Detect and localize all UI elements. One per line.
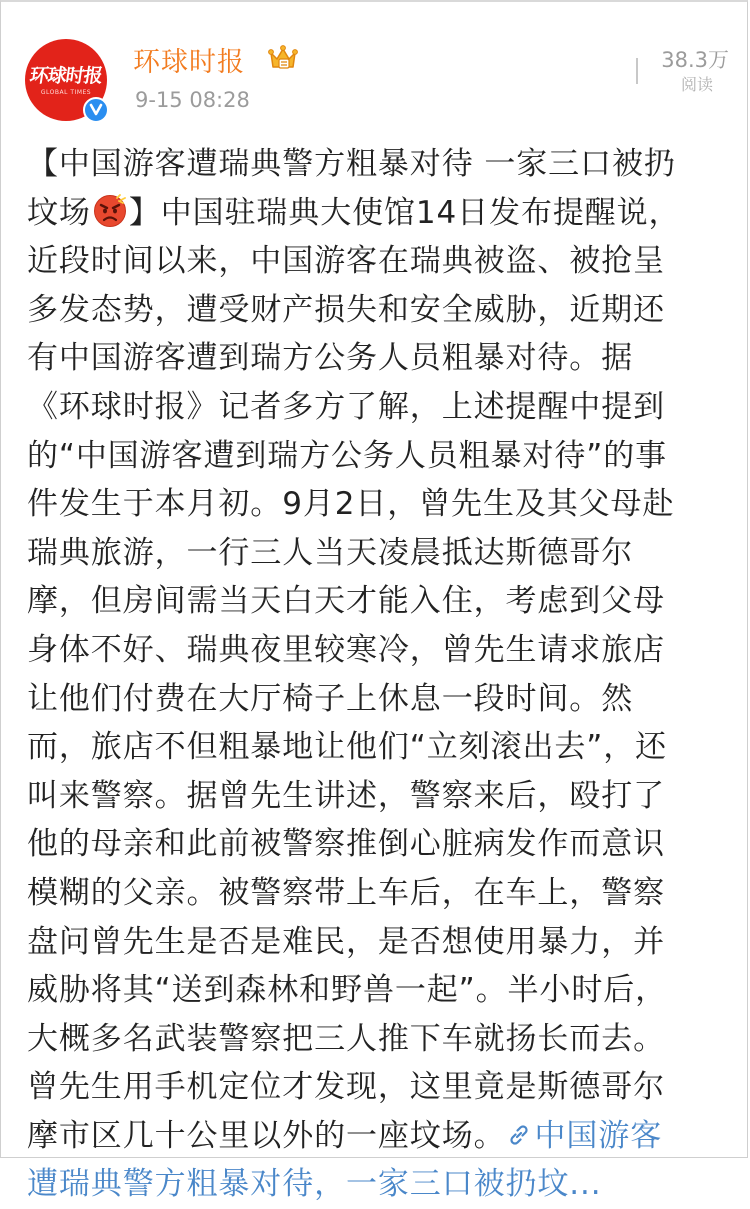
post-text-line: 模糊的父亲。被警察带上车后，在车上，警察	[27, 874, 665, 911]
article-link-text[interactable]: 中国游客	[534, 1117, 663, 1154]
post-text-line	[27, 1112, 727, 1161]
post-text-line	[27, 189, 727, 238]
post-text-line: 《环球时报》记者多方了解，上述提醒中提到	[27, 388, 665, 425]
post-text-line: 【中国游客遭瑞典警方粗暴对待 一家三口被扔	[27, 146, 676, 182]
post-timestamp: 9-15 08:28	[135, 88, 250, 112]
post-text-line: 身体不好、瑞典夜里较寒冷，曾先生请求旅店	[27, 631, 665, 668]
avatar-logo-text: 环球时报	[28, 65, 104, 87]
link-icon	[506, 1114, 532, 1163]
post-text-line: 大概多名武装警察把三人推下车就扬长而去。	[27, 1020, 665, 1057]
post-body	[27, 140, 727, 1209]
post-text-line: 摩，但房间需当天白天才能入住，考虑到父母	[27, 583, 665, 620]
post-text-line: 而，旅店不但粗暴地让他们“立刻滚出去”，还	[27, 729, 668, 766]
post-text-line: 曾先生用手机定位才发现，这里竟是斯德哥尔	[27, 1069, 665, 1106]
post-text-line: 让他们付费在大厅椅子上休息一段时间。然	[27, 680, 634, 717]
post-text-segment: 】中国驻瑞典大使馆14日发布提醒说，	[128, 194, 681, 231]
angry-face-emoji-icon	[93, 194, 127, 228]
post-text-line: 多发态势，遭受财产损失和安全威胁，近期还	[27, 291, 665, 328]
post-text-line: 的“中国游客遭到瑞方公务人员粗暴对待”的事	[27, 437, 668, 474]
post-header	[23, 34, 729, 124]
post-text-line: 件发生于本月初。9月2日，曾先生及其父母赴	[27, 486, 675, 523]
post-text-line: 近段时间以来，中国游客在瑞典被盗、被抢呈	[27, 243, 665, 280]
read-label: 阅读	[680, 75, 713, 94]
post-text-segment: 摩市区几十公里以外的一座坟场。	[27, 1117, 506, 1154]
read-count: 38.3万	[661, 48, 729, 72]
post-text-line: 盘问曾先生是否是难民，是否想使用暴力，并	[27, 923, 665, 960]
post-text-line: 叫来警察。据曾先生讲述，警察来后，殴打了	[27, 777, 665, 814]
post-text-line: 瑞典旅游，一行三人当天凌晨抵达斯德哥尔	[27, 534, 634, 571]
author-name[interactable]: 环球时报	[133, 47, 245, 78]
post-text-line: 威胁将其“送到森林和野兽一起”。半小时后，	[27, 972, 668, 1009]
header-divider	[636, 58, 638, 84]
crown-icon[interactable]	[268, 44, 298, 72]
post-text-segment: 坟场	[27, 194, 91, 231]
post-text-line: 他的母亲和此前被警察推倒心脏病发作而意识	[27, 826, 665, 863]
verified-badge-icon	[83, 97, 109, 123]
article-link-text-continued[interactable]: 遭瑞典警方粗暴对待，一家三口被扔坟...	[27, 1166, 602, 1203]
article-link[interactable]	[506, 1118, 663, 1154]
post-text-line: 有中国游客遭到瑞方公务人员粗暴对待。据	[27, 340, 634, 377]
avatar-sub-text: GLOBAL TIMES	[40, 89, 92, 96]
